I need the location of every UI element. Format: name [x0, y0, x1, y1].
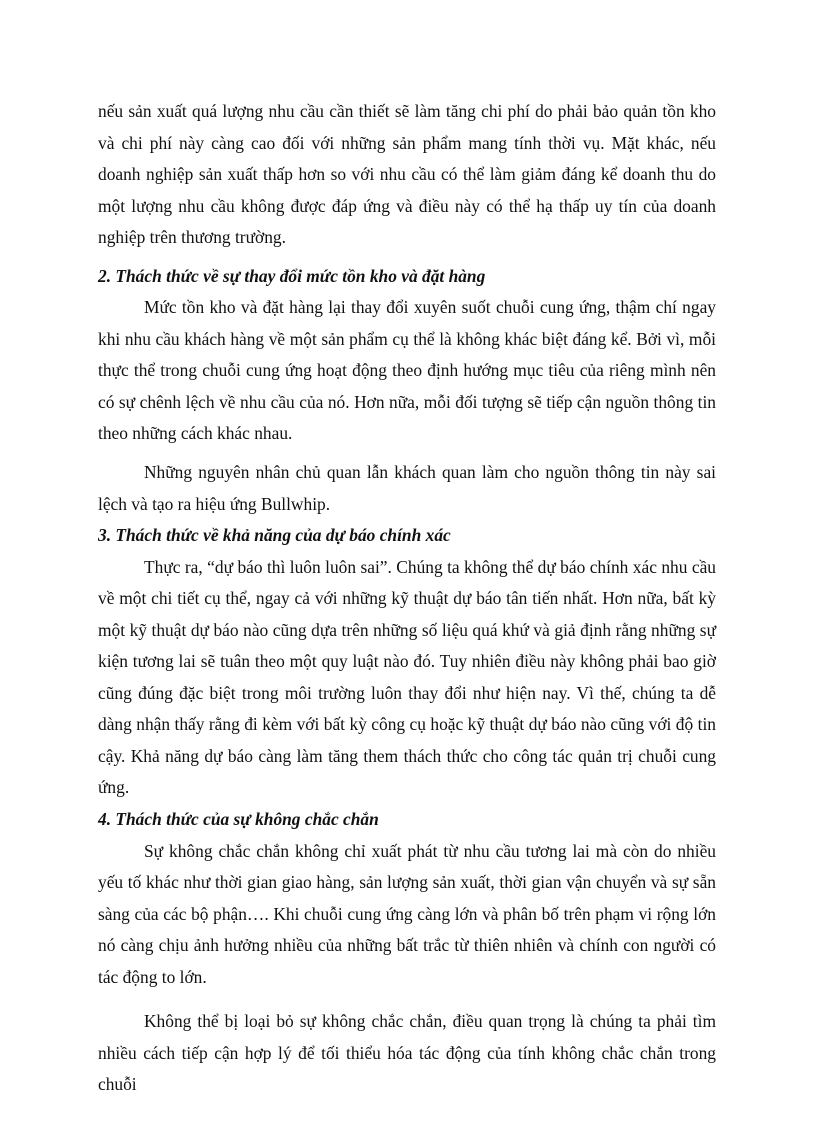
paragraph-inventory-order-change: Mức tồn kho và đặt hàng lại thay đổi xuyên suốt chuỗi cung ứng, thậm chí ngay khi nhu cầu khách hàng về một sản phẩm cụ thể là không khác biệt đáng kể. Bởi vì, mỗi thực thể trong chuỗi cung ứng hoạt động theo định hướng mục tiêu của riêng mình nên có sự chênh lệch về nhu cầu của nó. Hơn nữa, mỗi đối tượng sẽ tiếp cận nguồn thông tin theo những cách khác nhau.: [98, 297, 716, 444]
paragraph-uncertainty-approach: Không thể bị loại bỏ sự không chắc chắn, điều quan trọng là chúng ta phải tìm nhiều cách tiếp cận hợp lý để tối thiểu hóa tác động của tính không chắc chắn trong chuỗi: [98, 1011, 716, 1095]
document-body: [98, 96, 716, 1101]
paragraph-inventory-cost: nếu sản xuất quá lượng nhu cầu cần thiết sẽ làm tăng chi phí do phải bảo quản tồn kho và chi phí này càng cao đối với những sản phẩm mang tính thời vụ. Mặt khác, nếu doanh nghiệp sản xuất thấp hơn so với nhu cầu có thể làm giảm đáng kể doanh thu do một lượng nhu cầu không được đáp ứng và điều này có thể hạ thấp uy tín của doanh nghiệp trên thương trường.: [98, 101, 716, 248]
section-heading-forecast-accuracy: 3. Thách thức về khả năng của dự báo chính xác: [98, 525, 451, 546]
section-heading-uncertainty: 4. Thách thức của sự không chắc chắn: [98, 809, 379, 830]
paragraph-forecast-accuracy: Thực ra, “dự báo thì luôn luôn sai”. Chúng ta không thể dự báo chính xác nhu cầu về một chi tiết cụ thể, ngay cả với những kỹ thuật dự báo tân tiến nhất. Hơn nữa, bất kỳ một kỹ thuật dự báo nào cũng dựa trên những số liệu quá khứ và giả định rằng những sự kiện tương lai sẽ tuân theo một quy luật nào đó. Tuy nhiên điều này không phải bao giờ cũng đúng đặc biệt trong môi trường luôn thay đổi như hiện nay. Vì thế, chúng ta dễ dàng nhận thấy rằng đi kèm với bất kỳ công cụ hoặc kỹ thuật dự báo nào cũng với độ tin cậy. Khả năng dự báo càng làm tăng them thách thức cho công tác quản trị chuỗi cung ứng.: [98, 556, 716, 798]
paragraph-uncertainty-sources: Sự không chắc chắn không chỉ xuất phát từ nhu cầu tương lai mà còn do nhiều yếu tố khác như thời gian giao hàng, sản lượng sản xuất, thời gian vận chuyển và sự sẵn sàng của các bộ phận…. Khi chuỗi cung ứng càng lớn và phân bố trên phạm vi rộng lớn nó càng chịu ảnh hưởng nhiều của những bất trắc từ thiên nhiên và chính con người có tác động to lớn.: [98, 840, 716, 987]
paragraph-bullwhip-effect: Những nguyên nhân chủ quan lẫn khách quan làm cho nguồn thông tin này sai lệch và tạo ra hiệu ứng Bullwhip.: [98, 462, 716, 514]
section-heading-inventory-order-change: 2. Thách thức về sự thay đổi mức tồn kho và đặt hàng: [98, 265, 486, 286]
